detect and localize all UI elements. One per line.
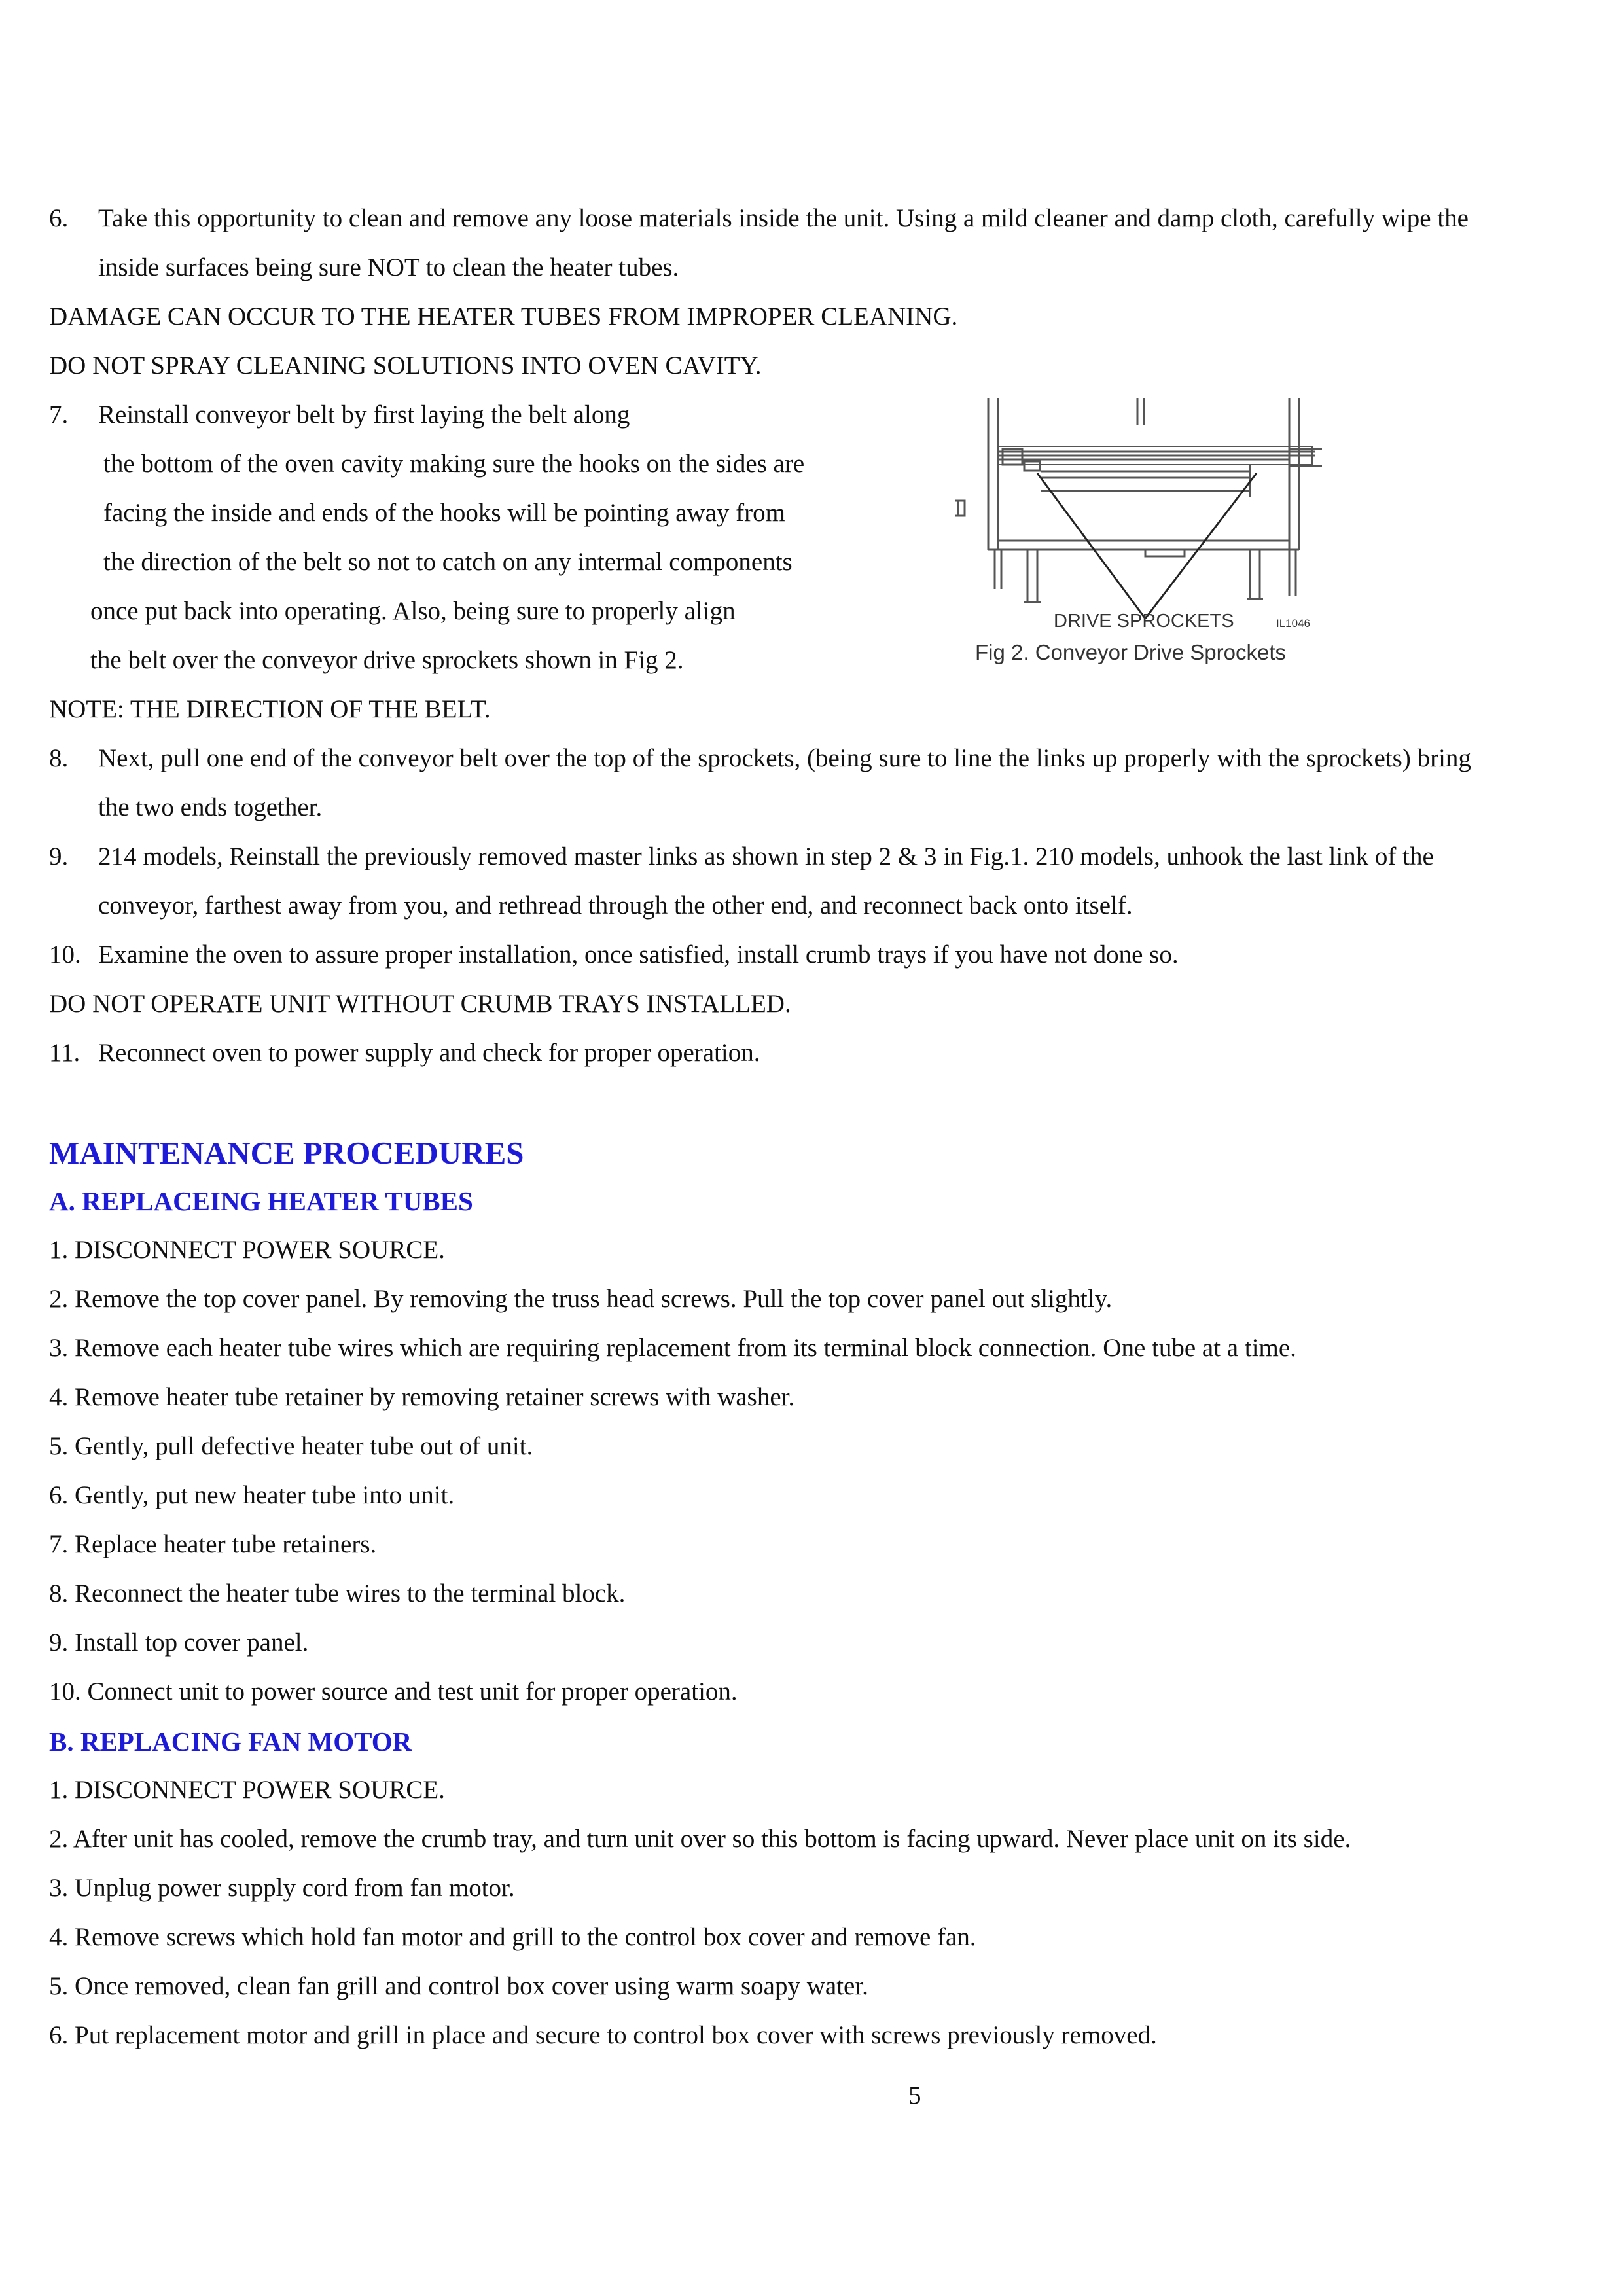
figure-caption: Fig 2. Conveyor Drive Sprockets bbox=[975, 640, 1287, 664]
item-6-number: 6. bbox=[49, 204, 69, 232]
item-6-line-2: inside surfaces being sure NOT to clean the heater tubes. bbox=[98, 253, 679, 281]
section-b-step: 3. Unplug power supply cord from fan motor. bbox=[49, 1874, 515, 1902]
maintenance-procedures-title: MAINTENANCE PROCEDURES bbox=[49, 1135, 524, 1171]
note-belt-direction: NOTE: THE DIRECTION OF THE BELT. bbox=[49, 695, 491, 723]
page-number: 5 bbox=[908, 2081, 921, 2109]
section-a-step: 2. Remove the top cover panel. By removing the truss head screws. Pull the top cover panel out slightly. bbox=[49, 1285, 1113, 1313]
item-7-line-6: the belt over the conveyor drive sprockets shown in Fig 2. bbox=[90, 646, 684, 674]
item-7-line-5: once put back into operating. Also, being sure to properly align bbox=[90, 597, 736, 625]
item-11-line-1: Reconnect oven to power supply and check for proper operation. bbox=[98, 1039, 760, 1067]
warning-damage: DAMAGE CAN OCCUR TO THE HEATER TUBES FROM IMPROPER CLEANING. bbox=[49, 302, 958, 331]
section-a-step: 9. Install top cover panel. bbox=[49, 1628, 309, 1657]
item-11-number: 11. bbox=[49, 1039, 80, 1067]
section-a-step: 7. Replace heater tube retainers. bbox=[49, 1530, 377, 1558]
item-8-line-2: the two ends together. bbox=[98, 793, 323, 821]
item-9-line-1: 214 models, Reinstall the previously removed master links as shown in step 2 & 3 in Fig.1. 210 models, unhook the last link of the bbox=[98, 842, 1434, 870]
item-7-line-2: the bottom of the oven cavity making sure the hooks on the sides are bbox=[103, 450, 805, 478]
item-7-line-4: the direction of the belt so not to catch on any intermal components bbox=[103, 548, 793, 576]
item-8-number: 8. bbox=[49, 744, 69, 772]
item-7-line-1: Reinstall conveyor belt by first laying the belt along bbox=[98, 401, 630, 429]
figure-code: IL1046 bbox=[1276, 617, 1310, 630]
item-9-line-2: conveyor, farthest away from you, and rethread through the other end, and reconnect back onto itself. bbox=[98, 891, 1133, 920]
section-a-step: 5. Gently, pull defective heater tube out of unit. bbox=[49, 1432, 533, 1460]
drive-sprockets-label: DRIVE SPROCKETS bbox=[1054, 611, 1234, 632]
item-10-number: 10. bbox=[49, 941, 81, 969]
section-b-step: 4. Remove screws which hold fan motor and grill to the control box cover and remove fan. bbox=[49, 1923, 976, 1951]
section-a-step: 10. Connect unit to power source and test unit for proper operation. bbox=[49, 1677, 738, 1706]
item-6-line-1: Take this opportunity to clean and remove any loose materials inside the unit. Using a mild cleaner and damp cloth, carefully wipe the bbox=[98, 204, 1469, 232]
section-a-step: 3. Remove each heater tube wires which are requiring replacement from its terminal block connection. One tube at a time. bbox=[49, 1334, 1296, 1362]
item-10-line-1: Examine the oven to assure proper installation, once satisfied, install crumb trays if you have not done so. bbox=[98, 941, 1179, 969]
section-a-step: 1. DISCONNECT POWER SOURCE. bbox=[49, 1236, 445, 1264]
item-7-number: 7. bbox=[49, 401, 69, 429]
conveyor-drive-sprockets-figure bbox=[949, 386, 1361, 694]
section-a-step: 8. Reconnect the heater tube wires to the terminal block. bbox=[49, 1579, 626, 1607]
warning-no-spray: DO NOT SPRAY CLEANING SOLUTIONS INTO OVEN CAVITY. bbox=[49, 351, 762, 380]
item-8-line-1: Next, pull one end of the conveyor belt over the top of the sprockets, (being sure to line the links up properly with the sprockets) bring bbox=[98, 744, 1471, 772]
section-b-step: 5. Once removed, clean fan grill and control box cover using warm soapy water. bbox=[49, 1972, 868, 2000]
section-a-step: 6. Gently, put new heater tube into unit. bbox=[49, 1481, 455, 1509]
section-a-title: A. REPLACEING HEATER TUBES bbox=[49, 1186, 473, 1216]
section-b-step: 1. DISCONNECT POWER SOURCE. bbox=[49, 1776, 445, 1804]
section-b-step: 6. Put replacement motor and grill in place and secure to control box cover with screws previously removed. bbox=[49, 2021, 1157, 2049]
warning-crumb-trays: DO NOT OPERATE UNIT WITHOUT CRUMB TRAYS INSTALLED. bbox=[49, 990, 791, 1018]
section-a-step: 4. Remove heater tube retainer by removing retainer screws with washer. bbox=[49, 1383, 795, 1411]
item-9-number: 9. bbox=[49, 842, 69, 870]
section-b-title: B. REPLACING FAN MOTOR bbox=[49, 1727, 412, 1757]
section-b-step: 2. After unit has cooled, remove the crumb tray, and turn unit over so this bottom is facing upward. Never place unit on its side. bbox=[49, 1825, 1351, 1853]
item-7-line-3: facing the inside and ends of the hooks will be pointing away from bbox=[103, 499, 785, 527]
